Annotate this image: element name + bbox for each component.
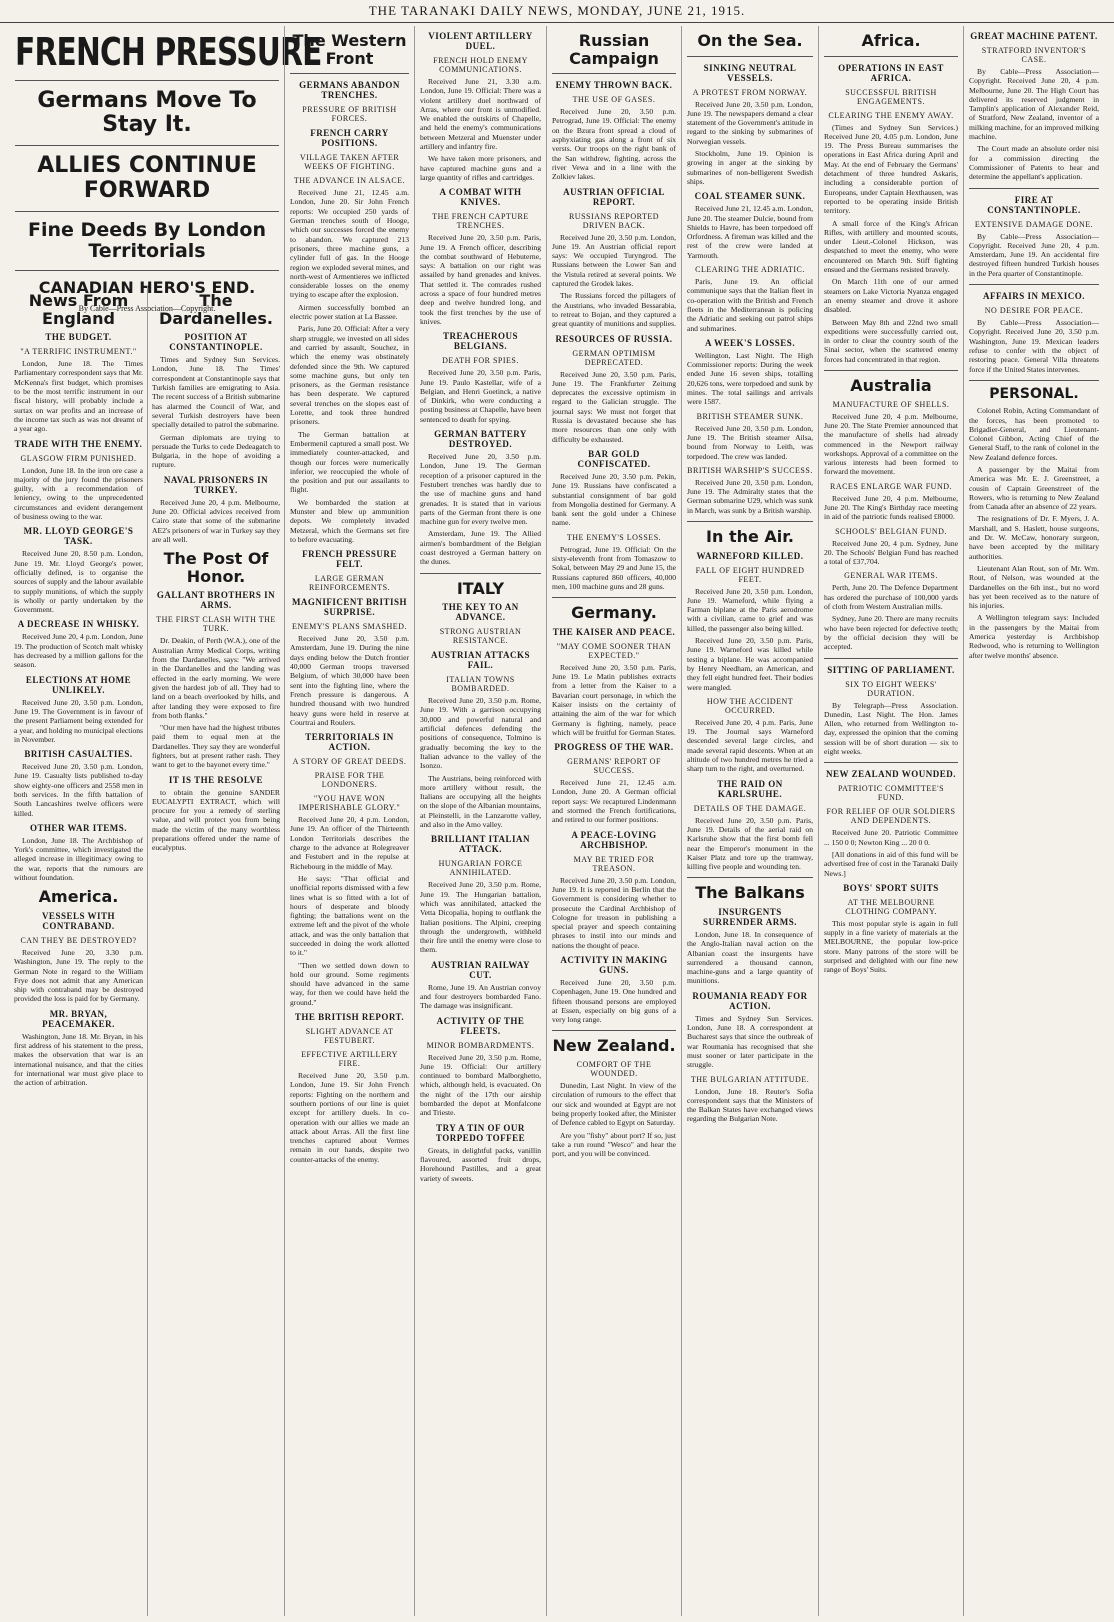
section-heading: America. <box>38 887 119 907</box>
article-paragraph: Dunedin, Last Night. In view of the circulation of rumours to the effect that our sick and wounded at Egypt are not being properly looked after, the Minister of Defence cabled to Egypt on Saturday. <box>552 1081 676 1128</box>
divider <box>969 188 1099 189</box>
sub-heading: THE FIRST CLASH WITH THE TURK. <box>156 615 276 634</box>
sub-heading: IT IS THE RESOLVE <box>168 774 264 785</box>
sub-heading: ITALIAN TOWNS BOMBARDED. <box>446 675 515 694</box>
sub-heading: PATRIOTIC COMMITTEE'S FUND. <box>837 784 945 803</box>
sub-heading: OPERATIONS IN EAST AFRICA. <box>838 62 944 83</box>
sub-heading: THE BUDGET. <box>45 332 112 343</box>
sub-heading: THE ADVANCE IN ALSACE. <box>293 176 406 186</box>
article-paragraph: Amsterdam, June 19. The Allied airmen's bombardment of the Belgian coast destroyed a German battery on the dunes. <box>420 529 541 567</box>
divider <box>824 56 958 57</box>
article-paragraph: By Telegraph—Press Association. Dunedin, Last Night. The Hon. James Allen, who returned from Wellington to-day, expressed the opinion that the coming session will be of short duration — six to eight weeks. <box>824 700 958 757</box>
section-heading: The Post Of Honor. <box>163 549 269 586</box>
article-paragraph: Received June 20, 4 p.m. Melbourne, June 20. Official advices received from Cairo state that some of the submarine AE2's prisoners of war in Turkey say they are all well. <box>152 497 280 544</box>
sub-heading: BRILLIANT ITALIAN ATTACK. <box>431 834 530 855</box>
sub-heading: GENERAL WAR ITEMS. <box>844 571 938 581</box>
section-heading: Africa. <box>861 31 921 50</box>
sub-heading: INSURGENTS SURRENDER ARMS. <box>702 907 797 927</box>
article-paragraph: (Times and Sydney Sun Services.) Received June 20, 4.05 p.m. London, June 19. The Press Bureau summarises the operations in East Africa during April and May. At the end of February the Germans' detachment of three hundred Askaris, including a considerable portion of Europeans, under Captain Hexthausen, was reported to be operating inside British territory. <box>824 122 958 216</box>
sub-heading: AUSTRIAN ATTACKS FAIL. <box>431 650 530 671</box>
article-paragraph: London, June 18. The Archbishop of York's committee, which investigated the alleged increase in illegitimacy owing to the war, reports that the rumours are without foundation. <box>14 835 143 883</box>
deck-headline-4: CANADIAN HERO'S END. <box>38 277 256 297</box>
article-paragraph: Colonel Robin, Acting Commandant of the forces, has been promoted to Brigadier-General, and Lieutenant-Colonel Gibbon, Acting Chief of the General Staff, to the rank of colonel in the New Zealand defence forces. <box>969 406 1099 462</box>
sub-heading: FRENCH PRESSURE FELT. <box>302 549 397 570</box>
sub-heading: GERMAN BATTERY DESTROYED. <box>434 429 527 450</box>
article-paragraph: Received June 20, 3.50 p.m. London, June 19. The German reception of a prisoner captured in the Festubert trenches was hardly due to the use of machine guns and hand grenades. It is stated that in various parts of the German front there is one machine gun for every twelve men. <box>420 452 541 527</box>
masthead: THE TARANAKI DAILY NEWS, MONDAY, JUNE 21, 1915. <box>0 0 1114 23</box>
column-africa-australia <box>818 26 963 1616</box>
article-paragraph: Received June 20, 8.50 p.m. London, June 19. Mr. Lloyd George's power, officially defined, is to organise the sources of supply and the labour available to supply munitions, of which the supply is wholly or partly undertaken by the Government. <box>14 549 143 615</box>
sub-heading: PRESSURE OF BRITISH FORCES. <box>302 105 397 124</box>
sub-heading: A PROTEST FROM NORWAY. <box>692 87 808 97</box>
article-paragraph: A Wellington telegram says: Included in the passengers by the Maitai from America yesterday is Archbishop Redwood, who is returning to Wellington after twelve months' absence. <box>969 613 1099 660</box>
sub-heading: FALL OF EIGHT HUNDRED FEET. <box>695 565 805 584</box>
divider <box>552 73 676 74</box>
article-paragraph: Received June 20, 4 p.m. Sydney, June 20. The Schools' Belgian Fund has reached a total of £37,704. <box>824 538 958 567</box>
sub-heading: MR. LLOYD GEORGE'S TASK. <box>23 526 134 547</box>
article-paragraph: Received June 20, 3.50 p.m. London, June 19. Casualty lists published to-day show eighty-one officers and 2558 men in both services. In the fifth battalion of South Lancashires twelve officers were killed. <box>14 762 143 818</box>
sub-heading: ACTIVITY IN MAKING GUNS. <box>560 955 668 975</box>
section-heading: PERSONAL. <box>989 385 1079 402</box>
sub-heading: ELECTIONS AT HOME UNLIKELY. <box>25 674 132 695</box>
divider <box>15 270 279 271</box>
sub-heading: SCHOOLS' BELGIAN FUND. <box>835 526 947 536</box>
sub-heading: MAGNIFICENT BRITISH SURPRISE. <box>291 597 408 618</box>
sub-heading: DEATH FOR SPIES. <box>442 356 519 366</box>
sub-heading: BRITISH STEAMER SUNK. <box>696 411 804 421</box>
article-paragraph: Times and Sydney Sun Services. London, June 18. The Times' correspondent at Constantinople says that Turkish families are emigrating to Asia. The recent success of a British submarine has alarmed the Council of War, and several Turkish destroyers have been specially detailed to patrol the submarine. <box>152 355 280 430</box>
article-paragraph: London, June 18. The Times Parliamentary correspondent says that Mr. McKenna's first budget, which promises to be the most terrific instrument in our fiscal history, will probably include a surtax on war profits and an increase of the income tax such as was not dreamt of a year ago. <box>14 359 143 434</box>
article-paragraph: Perth, June 20. The Defence Department has ordered the purchase of 100,000 yards of cloth from Western Australian mills. <box>824 583 958 612</box>
article-paragraph: The Court made an absolute order nisi for a commission directing the Commissioner of Patents to hear and determine the appellant's application. <box>969 144 1099 182</box>
sub-heading: THE KAISER AND PEACE. <box>552 626 676 637</box>
sub-heading: MINOR BOMBARDMENTS. <box>426 1040 535 1050</box>
sub-heading: THE FRENCH CAPTURE TRENCHES. <box>432 212 529 231</box>
divider <box>290 73 409 74</box>
sub-heading: STRATFORD INVENTOR'S CASE. <box>981 46 1087 64</box>
sub-heading: GERMANS' REPORT OF SUCCESS. <box>567 757 661 776</box>
article-paragraph: Received June 20, 3.50 p.m. Paris, June 19. Warneford was killed while testing a biplane. He was accompanied by Henry Needham, an American, and they fell eight hundred feet. Their bodies were mangled. <box>687 636 813 692</box>
sub-heading: BRITISH WARSHIP'S SUCCESS. <box>687 465 813 475</box>
article-paragraph: Paris, June 20. Official: After a very sharp struggle, we invested on all sides and carried by assault, Souchez, in which the enemy was obstinately defended since the 9th. We captured some machine guns, but only ten prisoners, as the German resistance has been desperate. We captured several trenches on the slopes east of Lorette, and took three hundred prisoners. <box>290 324 409 427</box>
divider <box>824 370 958 371</box>
sub-heading: THE RAID ON KARLSRUHE. <box>717 778 783 799</box>
article-paragraph: Washington, June 18. Mr. Bryan, in his first address of his statement to the press, makes the observation that war is an international nuisance, and that the cities for international war must give place to the action of arbitration. <box>14 1031 143 1088</box>
sub-heading: FOR RELIEF OF OUR SOLDIERS AND DEPENDENTS. <box>826 807 956 826</box>
sub-heading: OTHER WAR ITEMS. <box>29 822 128 833</box>
deck-headline-2: ALLIES CONTINUE FORWARD <box>37 153 257 203</box>
divider <box>969 380 1099 381</box>
divider <box>15 145 279 146</box>
article-paragraph: Received June 20, 3.50 p.m. Rome, June 19. Official: Our artillery continued to bombard Malborghetto, which, although held, is evacuated. On the night of the 17th our airship bombarded the depot at Monfalcone and Trieste. <box>420 1052 541 1118</box>
article-paragraph: "Our men have had the highest tributes paid them to equal men at the Dardanelles. They say they are wonderful fighters, but at present rather rash. They want to get to the bayonet every time." <box>152 723 280 770</box>
article-paragraph: He says: "That official and unofficial reports dismissed with a few lines what is so fitted with a lot of hours of desperate and bloody fighting; the battalions went on the extreme left and the pivot of the whole attack, and was the only battalion that succeeded in doing the work allotted to it." <box>290 873 409 958</box>
sub-heading: POSITION AT CONSTANTINOPLE. <box>169 332 263 353</box>
column-1 <box>10 26 322 1616</box>
article-paragraph: Received June 20, 3.50 p.m. Paris, June 19. The Frankfurter Zeitung deprecates the excessive optimism in regard to the Galician struggle. The journal says: We must not forget that Russia is devastated because she has more resources than one only with difficulty be exhausted. <box>552 369 676 444</box>
article-paragraph: Received June 20, 4 p.m. London, June 19. An officer of the Thirteenth London Territorials describes the charge to the advance at Rolegreaver and Festubert and in the repulse at Richebourg in the middle of May. <box>290 815 409 871</box>
sub-heading: CLEARING THE ENEMY AWAY. <box>828 110 954 120</box>
sub-heading: ACTIVITY OF THE FLEETS. <box>436 1015 525 1036</box>
advert-heading: BOYS' SPORT SUITS <box>843 882 939 893</box>
sub-heading: RUSSIANS REPORTED DRIVEN BACK. <box>568 211 660 230</box>
article-paragraph: Received June 21, 12.45 a.m. London, June 20. The steamer Dulcie, bound from Shields to Havre, has been torpedoed off Orfordness. A fireman was killed and the rest of the crew were landed at Yarmouth. <box>687 204 813 260</box>
article-paragraph: Received June 20, 3.50 p.m. Pekin, June 19. Russians have confiscated a substantial consignment of bar gold from Mongolia destined for Germany. A bank sent the gold under a Chinese name. <box>552 471 676 528</box>
sub-heading: PROGRESS OF THE WAR. <box>554 742 674 753</box>
article-paragraph: Received June 20, 3.50 p.m. Rome, June 19. The Hungarian battalion, which was annihilated, attacked the Vetta Dicopalia, hoping to outflank the Italian positions. The Alpini, creeping through the undergrowth, withheld their fire until the enemy were close to them. <box>420 880 541 955</box>
column-patents-personal <box>963 26 1104 1616</box>
article-paragraph: On March 11th one of our armed steamers on Lake Victoria Nyanza engaged an enemy steamer and drove it ashore disabled. <box>824 277 958 315</box>
article-paragraph: We have taken more prisoners, and have captured machine guns and a large quantity of rifles and cartridges. <box>420 154 541 182</box>
section-heading: Australia <box>850 376 932 396</box>
article-paragraph: Received June 20, 3.50 p.m. London, June 19. An Austrian official report says: We occupied Turyngrod. The Russians between the Lower San and the Vistula retired at several points. We captured the Grodek lakes. <box>552 232 676 289</box>
section-heading: On the Sea. <box>697 31 803 50</box>
sub-heading: THE ENEMY'S LOSSES. <box>566 532 662 542</box>
article-paragraph: London, June 18. Reuter's Sofia correspondent says that the Ministers of the Balkan States have exchanged views regarding the Bulgarian Note. <box>687 1086 813 1124</box>
sub-heading: A PEACE-LOVING ARCHBISHOP. <box>571 829 657 850</box>
sub-heading: SIX TO EIGHT WEEKS' DURATION. <box>845 679 937 698</box>
article-paragraph: Received June 20, 3.50 p.m. Paris, June 19. Details of the aerial raid on Karlsruhe show that the first bomb fell near the Emperor's monument in the Kaiser Platz and tore up the tramway, killing five people and wounding ten. <box>687 815 813 872</box>
section-heading: Russian Campaign <box>569 31 659 68</box>
article-paragraph: Received June 20, 3.50 p.m. Petrograd, June 19. Official: The enemy on the Bzura front spread a cloud of asphyxiating gas along a front of six versts. Our troops on the right bank of the San withdrew, fighting, across the river Vewa and in a line with the Zolkiev lakes. <box>552 107 676 182</box>
sub-heading: HUNGARIAN FORCE ANNIHILATED. <box>438 859 523 878</box>
sub-heading: WARNEFORD KILLED. <box>696 550 804 561</box>
sub-heading: "A TERRIFIC INSTRUMENT." <box>20 347 137 357</box>
sub-heading: AUSTRIAN OFFICIAL REPORT. <box>563 186 665 207</box>
sub-heading: SITTING OF PARLIAMENT. <box>827 664 955 675</box>
divider <box>687 877 813 878</box>
article-paragraph: Between May 8th and 22nd two small expeditions were successfully carried out, in order to clear the country south of the Sinai sector, when the scattered enemy forces had concentrated in that region. <box>824 317 958 364</box>
sub-heading: ENEMY THROWN BACK. <box>555 80 673 91</box>
column-on-the-sea <box>681 26 818 1616</box>
divider <box>824 658 958 659</box>
sub-heading: TERRITORIALS IN ACTION. <box>305 732 394 753</box>
article-paragraph: Received June 20, 4 p.m. Melbourne, June 20. The State Premier announced that the manufacture of shells had already commenced in the Newport railway workshops. Approval of a committee on the various interests had been formed to forward the movement. <box>824 411 958 477</box>
sub-heading: LARGE GERMAN REINFORCEMENTS. <box>308 574 391 593</box>
sub-heading: A COMBAT WITH KNIVES. <box>439 187 522 208</box>
article-paragraph: Received June 20, 3.50 p.m. London, June 19. Warneford, while flying a Farman biplane at the Paris aerodrome with a civilian, came to grief and was killed, the passenger also being killed. <box>687 586 813 633</box>
sub-heading: THE KEY TO AN ADVANCE. <box>442 602 519 623</box>
divider <box>687 56 813 57</box>
section-heading: In the Air. <box>706 526 794 546</box>
deck-headline-1: Germans Move To Stay It. <box>37 88 257 138</box>
article-paragraph: Paris, June 19. An official communique says that the Italian fleet in co-operation with the British and French fleets in the Mediterranean is policing the Adriatic and seeking out patrol ships and submarines. <box>687 277 813 333</box>
article-paragraph: By Cable—Press Association—Copyright. Received June 20, 3.50 p.m. Washington, June 19. Mexican leaders refuse to confer with the object of restoring peace. General Villa threatens force if the United States intervenes. <box>969 318 1099 374</box>
advert-subheading: AT THE MELBOURNE CLOTHING COMPANY. <box>845 897 937 916</box>
sub-heading: RESOURCES OF RUSSIA. <box>555 333 673 344</box>
sub-heading: THE BULGARIAN ATTITUDE. <box>690 1074 810 1084</box>
article-paragraph: Petrograd, June 19. Official: On the sixty-eleventh front from Tomaszow to Sokal, between May 29 and June 15, the Russians captured 860 officers, 40,000 men, 100 machine guns and 28 guns. <box>552 544 676 591</box>
sub-heading: SUCCESSFUL BRITISH ENGAGEMENTS. <box>845 87 937 106</box>
sub-heading: STRONG AUSTRIAN RESISTANCE. <box>439 627 522 646</box>
article-paragraph: Received June 20, 3.50 p.m. London, June 19. The Admiralty states that the German submarine U29, which was sunk in March, was sunk by a British warship. <box>687 477 813 515</box>
article-paragraph: "Then we settled down down to hold our ground. Some regiments should have advanced in the same way, for then we could have held the ground." <box>290 960 409 1007</box>
subcolumn-news-from-england <box>10 286 147 1616</box>
sub-heading: EXTENSIVE DAMAGE DONE. <box>974 219 1094 229</box>
article-paragraph: The Austrians, being reinforced with more artillery without result, the Italians are occupying all the heights on the slope of the Albanian mountains, at Pleinstelli, in the Lanzarotte valley, and also in the Amo valley. <box>420 773 541 830</box>
article-paragraph: Received June 21, 3.30 a.m. London, June 19. Official: There was a violent artillery duel northward of Arras, where our front is unmodified. We enabled the outskirts of Chapelle, and held the enemy's communications between Metzeral and Muenster under artillery and infantry fire. <box>420 77 541 152</box>
section-heading: New Zealand. <box>552 1036 676 1056</box>
article-paragraph: Airmen successfully bombed an electric power station at La Bassee. <box>290 302 409 322</box>
divider <box>420 573 541 574</box>
sub-heading: THE USE OF GASES. <box>572 95 656 105</box>
article-paragraph: Sydney, June 20. There are many recruits who have been rejected for defective teeth; by the official decision they will be accepted. <box>824 614 958 652</box>
sub-heading: DETAILS OF THE DAMAGE. <box>693 803 807 813</box>
sub-heading: A WEEK'S LOSSES. <box>704 337 796 348</box>
sub-heading: CAN THEY BE DESTROYED? <box>20 935 137 945</box>
sub-heading: AUSTRIAN RAILWAY CUT. <box>430 959 531 980</box>
sub-heading: BRITISH CASUALTIES. <box>24 749 133 760</box>
article-paragraph: Received June 20, 4 p.m. Melbourne, June 20. The King's Birthday race meeting in aid of the patriotic funds realised £8000. <box>824 493 958 522</box>
article-paragraph: Received June 20, 3.50 p.m. Copenhagen, June 19. One hundred and fifteen thousand persons are employed at Essen, especially on big guns of a very long range. <box>552 978 676 1025</box>
sub-heading: "MAY COME SOONER THAN EXPECTED." <box>556 641 672 660</box>
sub-heading: GREAT MACHINE PATENT. <box>970 31 1098 41</box>
sub-heading: NAVAL PRISONERS IN TURKEY. <box>163 474 269 495</box>
sub-heading: SLIGHT ADVANCE AT FESTUBERT. <box>305 1027 394 1046</box>
sub-heading: MR. BRYAN, PEACEMAKER. <box>42 1008 115 1029</box>
sub-heading: GERMAN OPTIMISM DEPRECATED. <box>572 348 656 367</box>
sub-heading: MANUFACTURE OF SHELLS. <box>832 399 950 409</box>
section-heading: The Dardanelles. <box>159 291 273 328</box>
article-paragraph: Received June 21, 12.45 a.m. London, June 20. Sir John French reports: We occupied 250 yards of German trenches south of Hooge, which our successes forced the enemy to abandon. We captured 213 prisoners, three machine guns, a cylinder full of gas. In the Hooge region we exploded several mines, and north-west of Armentieres we inflicted considerable losses on the enemy trying to escape after the explosion. <box>290 188 409 300</box>
article-paragraph: The German battalion at Embermenil captured a small post. We immediately counter-attacked, and though our forces were numerically inferior, we reoccupied the whole of the position and put our assailants to flight. <box>290 429 409 495</box>
advert-text: Are you "fishy" about port? If so, just take a run round "Wesco" and hear the port, and you will be convinced. <box>552 1130 676 1159</box>
article-paragraph: Received June 20, 3.50 p.m. London, June 19. The British steamer Ailsa, bound from Norway to Leith, was torpedoed. The crew was landed. <box>687 423 813 461</box>
sub-heading: PRAISE FOR THE LONDONERS. <box>314 771 385 790</box>
article-paragraph: The resignations of Dr. F. Myers, J. A. Marshall, and S. Haslett, house surgeons, and Dr. W. McCaw, honorary surgeon, have been accepted by the military authorities. <box>969 514 1099 561</box>
sub-heading: FIRE AT CONSTANTINOPLE. <box>987 194 1081 215</box>
sub-heading: COMFORT OF THE WOUNDED. <box>576 1060 652 1079</box>
sub-heading: FRENCH HOLD ENEMY COMMUNICATIONS. <box>433 56 528 74</box>
divider <box>969 284 1099 285</box>
article-paragraph: Received June 20, 3.50 p.m. Paris, June 19. Le Matin publishes extracts from a letter from the Kaiser to a Bavarian court personage, in which the Kaiser insists on the certainty of attaining the aim of the war for which Germany is fighting, namely, peace which will be fruitful for German States. <box>552 662 676 737</box>
column-artillery-italy <box>414 26 546 1616</box>
deck-headline-3: Fine Deeds By London Territorials <box>28 218 266 262</box>
article-paragraph: By Cable—Press Association—Copyright. Received June 20, 4 p.m. Amsterdam, June 19. An accidental fire destroyed fifteen hundred Turkish houses in the Pera quarter of Constantinople. <box>969 231 1099 278</box>
sub-heading: FRENCH CARRY POSITIONS. <box>310 128 389 149</box>
article-paragraph: Received June 20, 3.50 p.m. Amsterdam, June 19. During the nine days ending below the Dutch frontier 40,000 German troops traversed Belgium, of which 30,000 have been sent into the fighting line, where the French pressure is dangerous. A hundred thousand with two hundred heavy guns were held in reserve at Courtrai and Roulers. <box>290 634 409 727</box>
subcolumn-dardanelles <box>147 286 284 1616</box>
sub-heading: VILLAGE TAKEN AFTER WEEKS OF FIGHTING. <box>299 153 400 172</box>
article-paragraph: Dr. Deakin, of Perth (W.A.), one of the Australian Army Medical Corps, writing from the Dardanelles, says: "We arrived in the Dardanelles and the landing was effected in the early morning. We were given the hardest job of all. They had to land on a beach overlooked by hills, and after landing they were exposed to fire from both flanks." <box>152 636 280 720</box>
sub-heading: ROUMANIA READY FOR ACTION. <box>692 990 808 1011</box>
article-paragraph: Received June 20, 4 p.m. London, June 19. The production of Scotch malt whisky has decreased by a million gallons for the season. <box>14 632 143 670</box>
article-paragraph: Received June 20, 3.50 p.m. London, June 19. The newspapers demand a clear statement of the Government's attitude in regard to the sinking by submarines of Norwegian vessels. <box>687 99 813 146</box>
article-paragraph: Received June 21, 12.45 a.m. London, June 20. A German official report says: We recaptured Lindenmann and stormed the French fortifications, and retired to our former positions. <box>552 778 676 825</box>
sub-heading: TRADE WITH THE ENEMY. <box>14 438 143 449</box>
sub-heading: A STORY OF GREAT DEEDS. <box>292 757 407 767</box>
sub-heading: AFFAIRS IN MEXICO. <box>982 291 1086 302</box>
sub-heading: SINKING NEUTRAL VESSELS. <box>703 62 797 83</box>
sub-heading: NO DESIRE FOR PEACE. <box>984 306 1084 316</box>
advert-text: Greats, in delightful packs, vanillin flavoured, assorted fruit drops, Horehound Pastilles, and a great variety of sweets. <box>420 1145 541 1183</box>
divider <box>552 1030 676 1031</box>
sub-heading: COAL STEAMER SUNK. <box>694 191 806 202</box>
article-paragraph: London, June 18. In consequence of the Anglo-Italian naval action on the Albanian coast the insurgents have surrendered a thousand cannon, machine-guns and a large quantity of munitions. <box>687 930 813 986</box>
divider <box>824 762 958 763</box>
sub-heading: A DECREASE IN WHISKY. <box>17 619 140 630</box>
sub-heading: CLEARING THE ADRIATIC. <box>695 265 805 275</box>
sub-heading: GLASGOW FIRM PUNISHED. <box>20 453 137 463</box>
section-heading: ITALY <box>456 578 505 598</box>
article-paragraph: Times and Sydney Sun Services. London, June 18. A correspondent at Bucharest says that since the outbreak of war Roumania has recognised that she must sooner or later participate in the struggle. <box>687 1013 813 1070</box>
article-paragraph: A small force of the King's African Rifles, with artillery and mounted scouts, under Lieut.-Colonel Hickson, was despatched to meet the enemy, who were encountered on March 9th. Stiff fighting ensued and the Germans resisted bravely. <box>824 218 958 275</box>
article-paragraph: London, June 18. In the iron ore case a majority of the jury found the prisoners guilty, with a recommendation of leniency, owing to the unprecedented circumstances and evident derangement of business owing to the war. <box>14 465 143 522</box>
article-paragraph: By Cable—Press Association—Copyright. Received June 20, 4 p.m. Melbourne, June 20. The High Court has delivered its reserved judgment in Tamplin's application of Alexander Reid, of Stratford, New Zealand, inventor of a milking machine, for an improved milking machine. <box>969 67 1099 142</box>
article-paragraph: Received June 20, 4 p.m. Paris, June 19. The Journal says Warneford descended several large circles, and made several rapid descents. When at an altitude of two hundred metres he tried a sharp turn to the right, and overturned. <box>687 717 813 774</box>
section-heading: Germany. <box>571 603 657 623</box>
article-paragraph: Received June 20, 3.50 p.m. Rome, June 19. With a garrison occupying 30,000 and powerful natural and artificial defences defending the positions of consequence, Tolmino is gradually becoming the key to the Italian advance to the valley of the Isonzo. <box>420 696 541 771</box>
section-heading: The Balkans <box>695 883 805 903</box>
article-paragraph: Received June 20, 3.50 p.m. London, June 19. It is reported in Berlin that the Government is considering whether to prosecute the Cardinal Archbishop of Cologne for treason in publishing a special prayer and speech containing phrases to instil into our minds and nations the thought of peace. <box>552 875 676 950</box>
sub-heading: GERMANS ABANDON TRENCHES. <box>299 80 400 101</box>
sub-heading: GALLANT BROTHERS IN ARMS. <box>156 590 276 611</box>
sub-heading: THE BRITISH REPORT. <box>294 1012 405 1023</box>
article-paragraph: Rome, June 19. An Austrian convoy and four destroyers bombarded Fano. The damage was insignificant. <box>420 982 541 1011</box>
sub-heading: VIOLENT ARTILLERY DUEL. <box>428 31 533 51</box>
sub-heading: NEW ZEALAND WOUNDED. <box>826 769 956 780</box>
article-paragraph: We bombarded the station at Munster and blew up ammunition depots. We completely invaded Metzeral, which the Germans set fire to before evacuating. <box>290 497 409 544</box>
sub-heading: TREACHEROUS BELGIANS. <box>442 331 518 352</box>
main-headline: FRENCH PRESSURE <box>15 30 322 74</box>
article-paragraph: A passenger by the Maitai from America was Mr. E. J. Greenstreet, a cousin of Captain Greenstreet of the Rowers, who is returning to New Zealand from Canada after an absence of 22 years. <box>969 465 1099 512</box>
divider <box>552 597 676 598</box>
article-paragraph: Received June 20, 3.30 p.m. Washington, June 19. The reply to the German Note in regard to the William Frye does not admit that any American ship with contraband may be destroyed provided the loss is paid for by Germany. <box>14 947 143 1004</box>
divider <box>15 211 279 212</box>
sub-heading: VESSELS WITH CONTRABAND. <box>41 910 116 931</box>
advert-heading: TRY A TIN OF OUR TORPEDO TOFFEE <box>435 1122 526 1143</box>
sub-heading: RACES ENLARGE WAR FUND. <box>829 481 953 491</box>
divider <box>15 80 279 81</box>
column-western-front <box>284 26 414 1616</box>
section-heading: The Western Front <box>292 31 407 68</box>
article-paragraph: Received June 20, 3.50 p.m. London, June 19. Sir John French reports: Fighting on the northern and southern portions of our line is quiet except for artillery duels. In co-operation with our allies we made an attack about Arras. All the first line trenches captured about Vermes remain in our hands, despite two counter-attacks of the enemy. <box>290 1071 409 1164</box>
cable-credit: By Cable—Press Association—Copyright. <box>78 304 216 314</box>
article-paragraph: Received June 20, 3.50 p.m. London, June 19. The Government is in favour of the present Parliament being extended for a year, and holding no municipal elections in November. <box>14 697 143 744</box>
article-paragraph: [All donations in aid of this fund will be advertised free of cost in the Taranaki Daily News.] <box>824 849 958 878</box>
article-paragraph: Received June 20. Patriotic Committee ... 150 0 0; Newton King ... 20 0 0. <box>824 828 958 847</box>
article-paragraph: German diplomats are trying to persuade the Turks to cede Dedeagatch to Bulgaria, in the hope of avoiding a rupture. <box>152 432 280 470</box>
sub-heading: MAY BE TRIED FOR TREASON. <box>573 854 655 873</box>
sub-heading: BAR GOLD CONFISCATED. <box>577 448 651 469</box>
sub-heading: "YOU HAVE WON IMPERISHABLE GLORY." <box>298 794 401 813</box>
divider <box>687 521 813 522</box>
advert-text: This most popular style is again in full supply in a fine variety of materials at the MELBOURNE, the popular low-price store. Many patrons of the store will be surprised and delighted with our fine new range of Boys' Suits. <box>824 918 958 975</box>
sub-heading: ENEMY'S PLANS SMASHED. <box>292 622 407 632</box>
article-paragraph: Wellington, Last Night. The High Commissioner reports: During the week ended June 16 seven ships, totalling 20,626 tons, were torpedoed and sunk by mines. The total sailings and arrivals were 1587. <box>687 350 813 407</box>
sub-heading: EFFECTIVE ARTILLERY FIRE. <box>301 1050 398 1069</box>
column-russian-campaign <box>546 26 681 1616</box>
article-paragraph: Stockholm, June 19. Opinion is growing in anger at the sinking by submarines of non-belligerent Swedish ships. <box>687 149 813 186</box>
article-paragraph: Lieutenant Alan Rout, son of Mr. Wm. Rout, of Nelson, was wounded at the Dardanelles on the 6th inst., but no word has yet been received as to the nature of his injuries. <box>969 563 1099 611</box>
article-paragraph: to obtain the genuine SANDER EUCALYPTI EXTRACT, which will procure for you a remedy of sterling value, and will protect you from being made the victim of the many worthless preparations offered under the name of eucalyptus. <box>152 787 280 853</box>
article-paragraph: Received June 20, 3.50 p.m. Paris, June 19. Paulo Kastellar, wife of a Belgian, and Henri Goetinck, a native of Dinkirk, who were conducting a posting business at Chapelle, have been sentenced to death for spying. <box>420 368 541 424</box>
article-paragraph: Received June 20, 3.50 p.m. Paris, June 19. A French officer, describing the combat southward of Hebuterne, says: A battalion on our right was assailed by hand grenades and knives. That settled it. The comrades rushed across a space of four hundred metres deep and twelve hundred long, and took the first trenches by the use of knives. <box>420 233 541 326</box>
sub-heading: HOW THE ACCIDENT OCCURRED. <box>706 696 794 715</box>
section-heading: News From England <box>28 291 129 328</box>
article-paragraph: The Russians forced the pillagers of the Austrians, who invaded Bessarabia, to retreat to Bojan, and they captured a great quantity of munitions and supplies. <box>552 291 677 329</box>
